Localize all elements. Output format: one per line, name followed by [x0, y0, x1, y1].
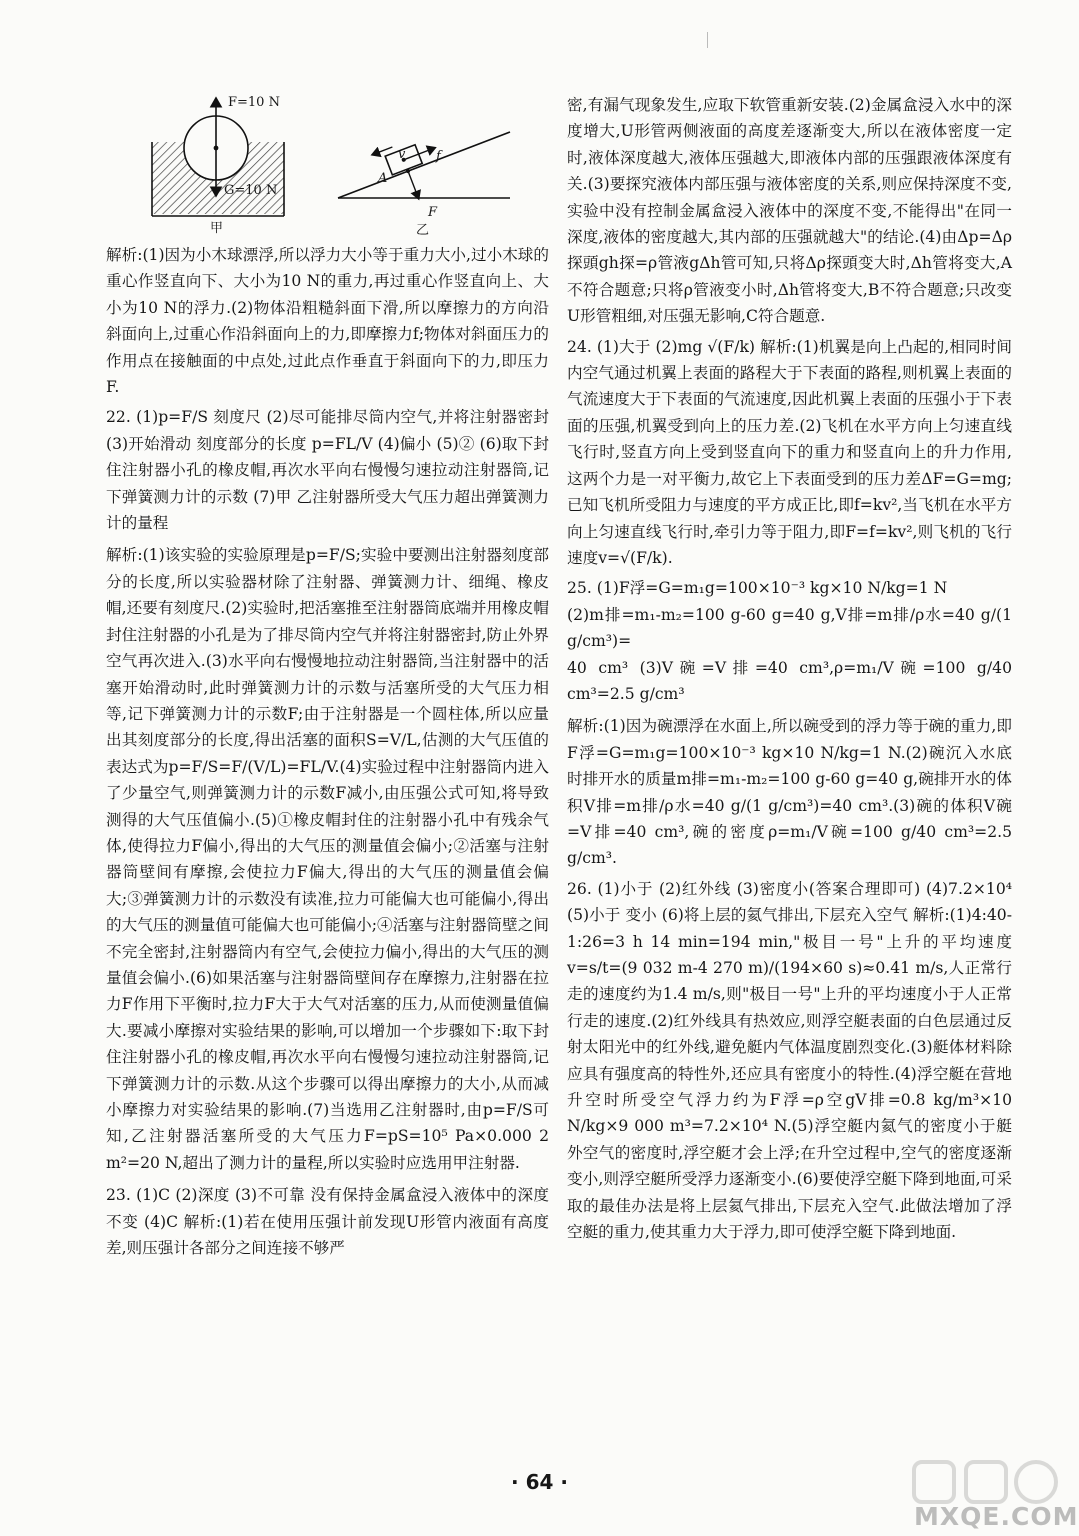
- friction-label: f: [436, 149, 441, 164]
- velocity-label: v: [398, 147, 406, 162]
- pressure-label: F: [428, 205, 438, 220]
- q23-answer: 23. (1)C (2)深度 (3)不可靠 没有保持金属盒浸入液体中的深度不变 (4)C 解析:(1)若在使用压强计前发现U形管内液面有高度差,则压强计各部分之间连接不够严: [106, 1186, 549, 1258]
- physics-figures: [106, 92, 549, 240]
- velocity-arrow: [372, 147, 393, 155]
- point-label: A: [378, 171, 388, 186]
- pressure-arrow: [408, 171, 419, 199]
- page-number: · 64 ·: [511, 1470, 568, 1494]
- q22-analysis: 解析:(1)该实验的实验原理是p=F/S;实验中要测出注射器刻度部分的长度,所以实验器材除了注射器、弹簧测力计、细绳、橡皮帽,还要有刻度尺.(2)实验时,把活塞推至注射器筒底端并用橡皮帽封住注射器的小孔是为了排尽筒内空气并将注射器密封,防止外界空气再次进入.(3)水平向右慢慢地拉动注射器筒,当注射器中的活塞开始滑动时,此时弹簧测力计的示数与活塞所受的大气压力相等,记下弹簧测力计的示数F;由于注射器是一个圆柱体,所以应量出其刻度部分的长度,得出活塞的面积S=V/L,估测的大气压值的表达式为p=F/S=F/(V/L)=FL/V.(4)实验过程中注射器筒内进入了少量空气,则弹簧测力计的示数F减小,由压强公式可知,将导致测得的大气压值偏小.(5)①橡皮帽封住的注射器小孔中有残余气体,使得拉力F偏小,得出的大气压的测量值会偏小;②活塞与注射器筒壁间有摩擦,会使拉力F偏大,得出的大气压的测量值会偏大;③弹簧测力计的示数没有读准,拉力可能偏大也可能偏小,得出的大气压的测量值可能偏大也可能偏小;④活塞与注射器筒壁之间不完全密封,注射器筒内有空气,会使拉力偏小,得出的大气压的测量值会偏小.(6)如果活塞与注射器筒壁间存在摩擦力,注射器在拉力F作用下平衡时,拉力F大于大气对活塞的压力,从而使测量值偏大.要减小摩擦对实验结果的影响,可以增加一个步骤如下:取下封住注射器小孔的橡皮帽,再次水平向右慢慢匀速拉动注射器筒,记下弹簧测力计的示数.从这个步骤可以得出摩擦力的大小,从而减小摩擦力对实验结果的影响.(7)当选用乙注射器时,由p=F/S可知,乙注射器活塞所受的大气压力F=pS=10⁵ Pa×0.000 2 m²=20 N,超出了测力计的量程,所以实验时应选用甲注射器.: [106, 546, 549, 1172]
- q25-line-2: (2)m排=m₁-m₂=100 g-60 g=40 g,V排=m排/ρ水=40 g/(1 g/cm³)=: [567, 605, 1012, 651]
- fig2-caption: 乙: [416, 223, 430, 238]
- q25-line-3: 40 cm³ (3)V碗=V排=40 cm³,ρ=m₁/V碗=100 g/40 cm³=2.5 g/cm³: [567, 658, 1012, 703]
- force-diagrams: [106, 92, 549, 240]
- q22-answer: 22. (1)p=F/S 刻度尺 (2)尽可能排尽筒内空气,并将注射器密封 (3)开始滑动 刻度部分的长度 p=FL/V (4)偏小 (5)② (6)取下封住注射器小孔的橡皮帽,再次水平向右慢慢匀速拉动注射器筒,记下弹簧测力计的示数 (7)甲 乙注射器所受大气压力超出弹簧测力计的量程: [106, 408, 549, 533]
- q26-answer: 26. (1)小于 (2)红外线 (3)密度小(答案合理即可) (4)7.2×10⁴ (5)小于 变小 (6)将上层的氦气排出,下层充入空气 解析:(1)4:40-1:26=3 h 14 min=194 min,"极目一号"上升的平均速度v=s/t=(9 032 m-4 270 m)/(194×60 s)≈0.41 m/s,人正常行走的速度约为1.4 m/s,则"极目一号"上升的平均速度小于人正常行走的速度.(2)红外线具有热效应,则浮空艇表面的白色层通过反射太阳光中的红外线,避免艇内气体温度剧烈变化.(3)艇体材料除应具有强度高的特性外,还应具有密度小的特性.(4)浮空艇在营地升空时所受空气浮力约为F浮=ρ空gV排=0.8 kg/m³×10 N/kg×9 000 m³=7.2×10⁴ N.(5)浮空艇内氦气的密度小于艇外空气的密度时,浮空艇才会上浮;在升空过程中,空气的密度逐渐变小,则浮空艇所受浮力逐渐变小.(6)要使浮空艇下降到地面,可采取的最佳办法是将上层氦气排出,下层充入空气.此做法增加了浮空艇的重力,使其重力大于浮力,即可使浮空艇下降到地面.: [567, 879, 1012, 1242]
- fig1-caption: 甲: [210, 221, 224, 236]
- q24-answer: 24. (1)大于 (2)mg √(F/k) 解析:(1)机翼是向上凸起的,相同时间内空气通过机翼上表面的路程大于下表面的路程,则机翼上表面的气流速度大于下表面的气流速度,因此机翼上表面的压强小于下表面的压强,机翼受到向上的压力差.(2)飞机在水平方向上匀速直线飞行时,竖直方向上受到竖直向下的重力和竖直向上的升力作用,这两个力是一对平衡力,故它上下表面受到的压力差ΔF=G=mg;已知飞机所受阻力与速度的平方成正比,即f=kv²,当飞机在水平方向上匀速直线飞行时,牵引力等于阻力,即F=f=kv²,则飞机的飞行速度v=√(F/k).: [567, 337, 1012, 567]
- right-column: [567, 92, 1012, 1245]
- q23-analysis-continued: 密,有漏气现象发生,应取下软管重新安装.(2)金属盒浸入水中的深度增大,U形管两侧液面的高度差逐渐变大,所以在液体密度一定时,液体深度越大,液体压强越大,即液体内部的压强跟液体深度有关.(3)要探究液体内部压强与液体密度的关系,则应保持深度不变,实验中没有控制金属盒浸入液体中的深度不变,不能得出"在同一深度,液体的密度越大,其内部的压强就越大"的结论.(4)由Δp=Δρ探頭gh探=ρ管液gΔh管可知,只将Δρ探頭变大时,Δh管将变大,A不符合题意;只将ρ管液变小时,Δh管将变大,B不符合题意;只改变U形管粗细,对压强无影响,C符合题意.: [567, 96, 1012, 326]
- top-crop-mark: [707, 32, 708, 48]
- left-column: [106, 92, 549, 1261]
- gravity-label: G=10 N: [224, 183, 278, 198]
- incline-surface: [338, 132, 510, 198]
- q21-analysis: 解析:(1)因为小木球漂浮,所以浮力大小等于重力大小,过小木球的重心作竖直向下、大小为10 N的重力,再过重心作竖直向上、大小为10 N的浮力.(2)物体沿粗糙斜面下滑,所以摩擦力的方向沿斜面向上,过重心作沿斜面向上的力,即摩擦力f;物体对斜面压力的作用点在接触面的中点处,过此点作垂直于斜面向下的力,即压力F.: [106, 246, 549, 397]
- force-label: F=10 N: [228, 95, 280, 110]
- watermark-text: MXQE.COM: [914, 1502, 1079, 1531]
- q25-line-1: 25. (1)F浮=G=m₁g=100×10⁻³ kg×10 N/kg=1 N: [567, 579, 948, 598]
- q25-analysis: 解析:(1)因为碗漂浮在水面上,所以碗受到的浮力等于碗的重力,即F浮=G=m₁g=100×10⁻³ kg×10 N/kg=1 N.(2)碗沉入水底时排开水的质量m排=m₁-m₂=100 g-60 g=40 g,碗排开水的体积V排=m排/ρ水=40 g/(1 g/cm³)=40 cm³.(3)碗的体积V碗=V排=40 cm³,碗的密度ρ=m₁/V碗=100 g/40 cm³=2.5 g/cm³.: [567, 717, 1012, 868]
